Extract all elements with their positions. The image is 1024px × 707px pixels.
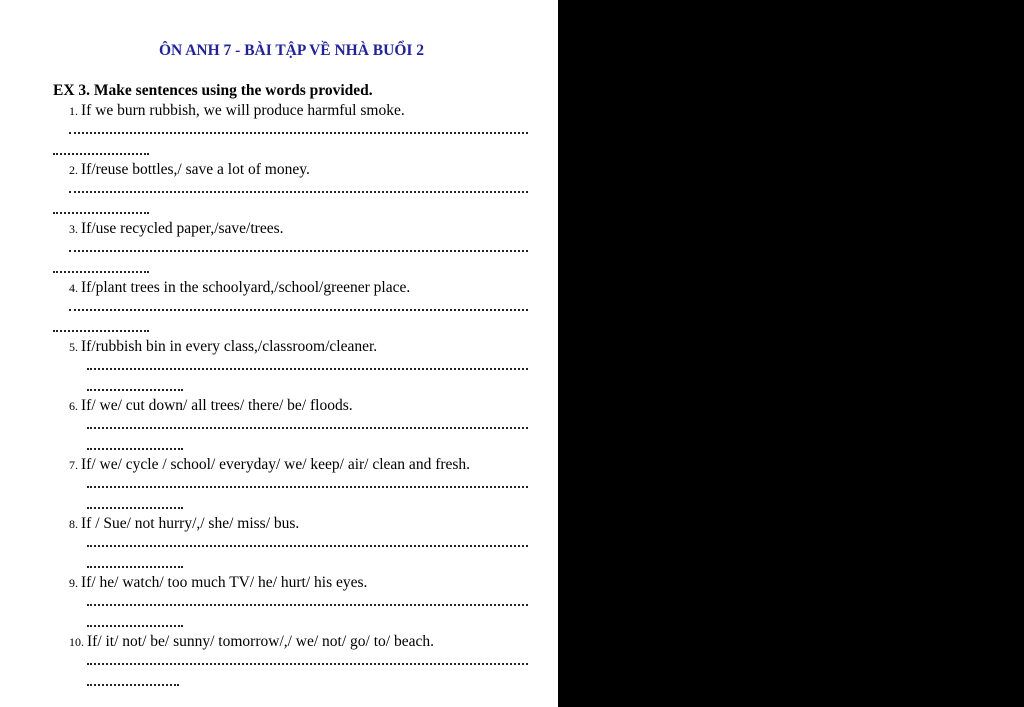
question-item: [0, 338, 558, 397]
question-item: [0, 397, 558, 456]
question-number: 8.: [69, 517, 78, 531]
answer-line[interactable]: [69, 309, 528, 311]
answer-line[interactable]: [87, 545, 528, 547]
question-prompt: If/reuse bottles,/ save a lot of money.: [81, 161, 310, 178]
answer-line-continuation[interactable]: [87, 625, 183, 627]
question-prompt: If/ it/ not/ be/ sunny/ tomorrow/,/ we/ not/ go/ to/ beach.: [87, 633, 434, 650]
question-number: 10.: [69, 635, 84, 649]
answer-line-continuation[interactable]: [53, 212, 149, 214]
question-item: [0, 574, 558, 633]
question-text: [69, 456, 470, 474]
answer-line[interactable]: [87, 427, 528, 429]
question-prompt: If/plant trees in the schoolyard,/school/greener place.: [81, 279, 411, 296]
question-text: [69, 102, 405, 120]
question-number: 4.: [69, 281, 78, 295]
answer-line[interactable]: [87, 368, 528, 370]
question-number: 5.: [69, 340, 78, 354]
page-title: ÔN ANH 7 - BÀI TẬP VỀ NHÀ BUỔI 2: [158, 42, 425, 59]
answer-line-continuation[interactable]: [87, 566, 183, 568]
question-text: [69, 515, 299, 533]
answer-line[interactable]: [87, 486, 528, 488]
question-number: 6.: [69, 399, 78, 413]
answer-line[interactable]: [87, 663, 528, 665]
question-text: [69, 633, 434, 651]
question-prompt: If/ we/ cut down/ all trees/ there/ be/ floods.: [81, 397, 353, 414]
answer-line-continuation[interactable]: [87, 684, 179, 686]
question-prompt: If/ he/ watch/ too much TV/ he/ hurt/ his eyes.: [81, 574, 368, 591]
question-item: [0, 633, 558, 692]
question-text: [69, 338, 377, 356]
answer-line-continuation[interactable]: [53, 271, 149, 273]
question-prompt: If/ we/ cycle / school/ everyday/ we/ keep/ air/ clean and fresh.: [81, 456, 471, 473]
question-prompt: If/rubbish bin in every class,/classroom/cleaner.: [81, 338, 378, 355]
question-number: 9.: [69, 576, 78, 590]
question-text: [69, 574, 367, 592]
question-text: [69, 397, 353, 415]
answer-line[interactable]: [69, 191, 528, 193]
question-item: [0, 279, 558, 338]
question-text: [69, 161, 310, 179]
answer-line[interactable]: [87, 604, 528, 606]
answer-line-continuation[interactable]: [53, 153, 149, 155]
question-item: [0, 456, 558, 515]
question-number: 3.: [69, 222, 78, 236]
question-number: 2.: [69, 163, 78, 177]
answer-line-continuation[interactable]: [87, 389, 183, 391]
question-item: [0, 161, 558, 220]
question-prompt: If/use recycled paper,/save/trees.: [81, 220, 284, 237]
question-number: 1.: [69, 104, 78, 118]
answer-line-continuation[interactable]: [87, 448, 183, 450]
answer-line-continuation[interactable]: [87, 507, 183, 509]
answer-line-continuation[interactable]: [53, 330, 149, 332]
question-item: [0, 220, 558, 279]
exercise-heading: EX 3. Make sentences using the words provided.: [53, 82, 373, 99]
question-number: 7.: [69, 458, 78, 472]
blank-black-area: [558, 0, 1024, 707]
question-prompt: If we burn rubbish, we will produce harmful smoke.: [81, 102, 405, 119]
answer-line[interactable]: [69, 250, 528, 252]
question-item: [0, 102, 558, 161]
answer-line[interactable]: [69, 132, 528, 134]
question-item: [0, 515, 558, 574]
question-text: [69, 220, 284, 238]
question-prompt: If / Sue/ not hurry/,/ she/ miss/ bus.: [81, 515, 300, 532]
question-text: [69, 279, 410, 297]
